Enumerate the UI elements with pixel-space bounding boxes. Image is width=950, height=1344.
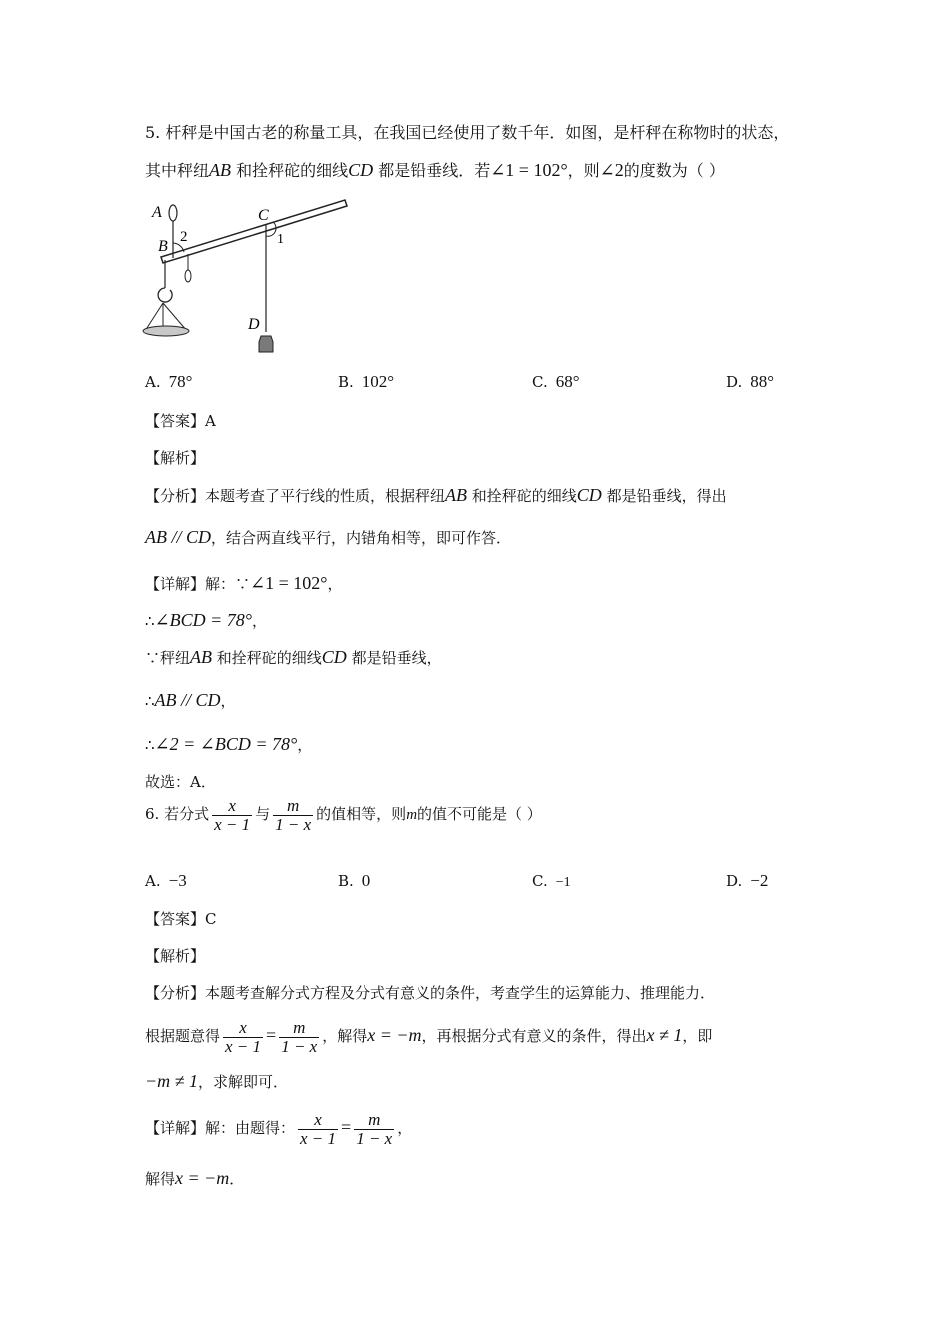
q5-option-d[interactable]: D. 88° xyxy=(726,372,775,391)
q6-answer: 【答案】C xyxy=(145,910,217,928)
steelyard-beam xyxy=(161,200,347,263)
q6-analysis-line: 根据题意得 $\frac{x}{x - 1}$ = $\frac{m}{1 - x}$ ，解得x = −m，再根据分式有意义的条件，得出x ≠ 1，即 xyxy=(145,1017,713,1056)
q6-option-c[interactable]: C. −1 xyxy=(532,872,571,890)
q5-analysis-line2: AB // CD，结合两直线平行，内错角相等，即可作答． xyxy=(145,527,512,547)
label-c: C xyxy=(258,207,269,224)
counterweight xyxy=(259,336,273,352)
q6-analysis: 【分析】本题考查解分式方程及分式有意义的条件，考查学生的运算能力、推理能力． xyxy=(145,984,716,1002)
q5-step3: ∴AB // CD， xyxy=(145,690,236,710)
small-loop xyxy=(185,270,191,282)
q6-final: 解得x = −m． xyxy=(145,1168,245,1188)
label-b: B xyxy=(158,238,168,255)
q5-option-b[interactable]: B. 102° xyxy=(338,372,395,391)
q6-fraction-1: $\frac{x}{x - 1}$ xyxy=(214,795,251,834)
loop-a xyxy=(169,205,177,221)
q6-analysis-line2: −m ≠ 1，求解即可． xyxy=(145,1071,289,1091)
q5-detail-line: 【详解】解：∵∠1 = 102°， xyxy=(145,573,343,593)
q6-stem: 6. 若分式 $\frac{x}{x - 1}$ 与 $\frac{m}{1 - x}$ 的值相等，则m的值不可能是（ ） xyxy=(145,795,542,834)
q5-step2: ∵秤纽AB 和拴秤砣的细线CD 都是铅垂线， xyxy=(145,647,442,667)
q6-option-a[interactable]: A. −3 xyxy=(145,871,187,890)
q5-stem-text: 5. 杆秤是中国古老的称量工具，在我国已经使用了数千年．如图，是杆秤在称物时的状态， xyxy=(145,123,790,142)
q6-detail: 【详解】解：由题得： $\frac{x}{x - 1}$ = $\frac{m}{1 - x}$ ， xyxy=(145,1109,413,1148)
q6-fraction-2: $\frac{m}{1 - x}$ xyxy=(275,795,312,834)
q5-step1: ∴∠BCD = 78°， xyxy=(145,610,267,630)
q5-step4: ∴∠2 = ∠BCD = 78°， xyxy=(145,734,313,754)
label-a: A xyxy=(152,204,162,221)
q5-analysis-line1: 【分析】本题考查了平行线的性质，根据秤纽AB 和拴秤砣的细线CD 都是铅垂线，得出 xyxy=(145,485,727,505)
hook xyxy=(158,288,172,302)
label-2: 2 xyxy=(180,229,188,245)
steelyard-figure xyxy=(140,198,355,358)
q5-option-a[interactable]: A. 78° xyxy=(145,372,193,391)
q5-option-c[interactable]: C. 68° xyxy=(532,372,580,391)
q5-stem-line1 xyxy=(145,123,789,143)
q6-analysis-title: 【解析】 xyxy=(145,947,206,965)
q5-choose: 故选：A． xyxy=(145,773,216,791)
label-d: D xyxy=(248,316,260,333)
scale-pan xyxy=(143,326,189,336)
q6-option-b[interactable]: B. 0 xyxy=(338,871,371,890)
q5-answer: 【答案】A xyxy=(145,412,216,430)
label-1: 1 xyxy=(277,232,284,247)
q5-stem-line2: 其中秤纽AB 和拴秤砣的细线CD 都是铅垂线．若∠1 = 102°，则∠2的度数为（ ） xyxy=(145,160,725,180)
q6-option-d[interactable]: D. −2 xyxy=(726,871,769,890)
q5-analysis-title: 【解析】 xyxy=(145,449,206,467)
